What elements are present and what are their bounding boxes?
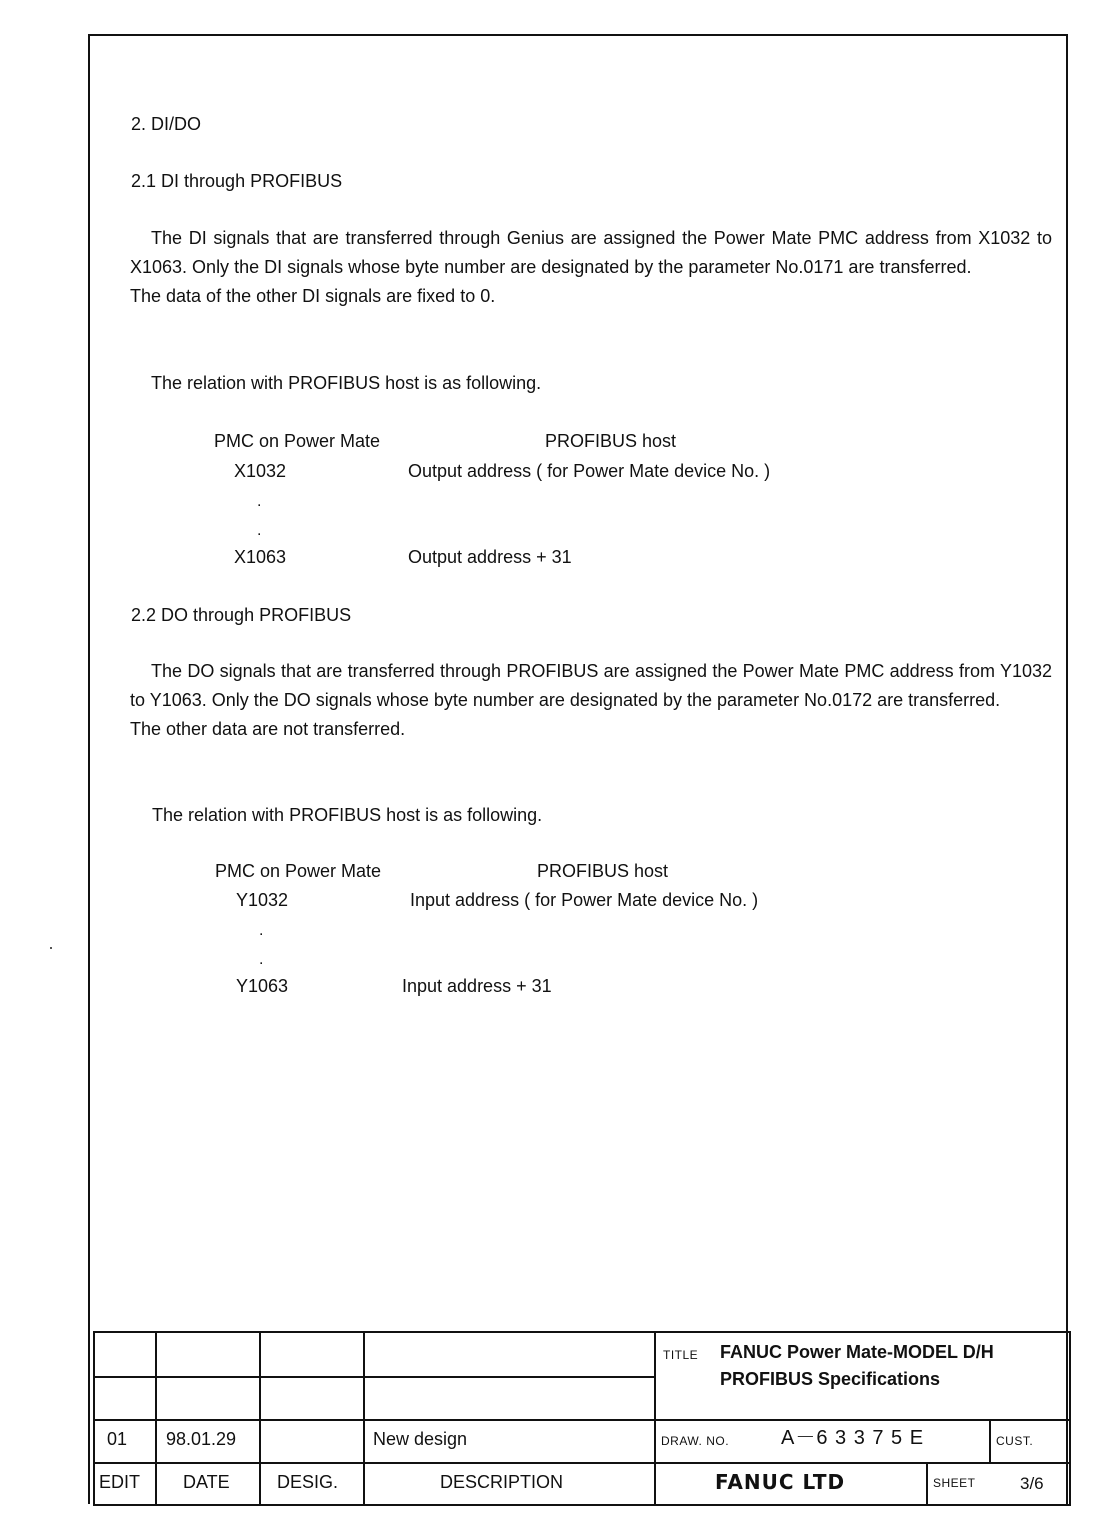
ellipsis-dot: . — [259, 951, 264, 968]
di-row-host: Output address + 31 — [408, 547, 572, 567]
di-paragraph-body: The DI signals that are transferred through Genius are assigned the Power Mate PMC address from X1032 to X1063. Only the DI signals whose byte number are designated by the parameter No.0171 are transferred. — [130, 228, 1052, 277]
sheet-label: SHEET — [933, 1476, 976, 1490]
do-col-pmc: PMC on Power Mate — [215, 861, 382, 881]
title-block — [93, 1331, 1071, 1506]
di-row-pmc: X1032 — [234, 461, 287, 481]
divider — [259, 1333, 261, 1504]
divider — [95, 1376, 655, 1378]
do-row-pmc: Y1063 — [236, 976, 289, 996]
di-paragraph-note: The data of the other DI signals are fixed to 0. — [130, 286, 496, 306]
draw-no-label: DRAW. NO. — [661, 1434, 730, 1448]
company-name: FANUC LTD — [715, 1470, 846, 1494]
header-edit: EDIT — [99, 1472, 141, 1492]
divider — [95, 1462, 1069, 1464]
sheet-number: 3/6 — [1020, 1474, 1044, 1493]
di-relation-intro: The relation with PROFIBUS host is as following. — [151, 373, 542, 393]
do-relation-intro: The relation with PROFIBUS host is as following. — [152, 805, 543, 825]
ellipsis-dot: . — [257, 522, 262, 539]
do-row-host: Input address + 31 — [402, 976, 552, 996]
header-desig: DESIG. — [277, 1472, 339, 1492]
title-label: TITLE — [663, 1348, 699, 1362]
scan-speck — [50, 947, 52, 949]
di-row-pmc: X1063 — [234, 547, 287, 567]
cust-label: CUST. — [996, 1434, 1034, 1448]
divider — [926, 1462, 928, 1504]
revision-edit: 01 — [107, 1429, 128, 1449]
ellipsis-dot: . — [259, 922, 264, 939]
do-paragraph — [130, 657, 1052, 744]
di-col-host: PROFIBUS host — [545, 431, 677, 451]
do-paragraph-body: The DO signals that are transferred through PROFIBUS are assigned the Power Mate PMC address from Y1032 to Y1063. Only the DO signals whose byte number are designated by the parameter No.0172 are transferred. — [130, 661, 1052, 710]
ellipsis-dot: . — [257, 493, 262, 510]
do-row-pmc: Y1032 — [236, 890, 289, 910]
di-row-host: Output address ( for Power Mate device No. ) — [408, 461, 771, 481]
do-col-host: PROFIBUS host — [537, 861, 669, 881]
drawing-number: A－6 3 3 7 5 E — [781, 1427, 925, 1449]
divider — [363, 1333, 365, 1504]
header-description: DESCRIPTION — [440, 1472, 564, 1492]
section-heading: 2. DI/DO — [131, 114, 202, 134]
document-title-line1: FANUC Power Mate-MODEL D/H — [720, 1342, 994, 1362]
divider — [654, 1333, 656, 1504]
di-col-pmc: PMC on Power Mate — [214, 431, 381, 451]
subsection-heading-di: 2.1 DI through PROFIBUS — [131, 171, 343, 191]
divider — [95, 1419, 1069, 1421]
divider — [155, 1333, 157, 1504]
revision-description: New design — [373, 1429, 468, 1449]
header-date: DATE — [183, 1472, 230, 1492]
divider — [989, 1419, 991, 1462]
do-row-host: Input address ( for Power Mate device No. ) — [410, 890, 759, 910]
di-paragraph — [130, 224, 1052, 311]
document-title-line2: PROFIBUS Specifications — [720, 1369, 941, 1389]
do-paragraph-note: The other data are not transferred. — [130, 719, 406, 739]
subsection-heading-do: 2.2 DO through PROFIBUS — [131, 605, 352, 625]
revision-date: 98.01.29 — [166, 1429, 237, 1449]
